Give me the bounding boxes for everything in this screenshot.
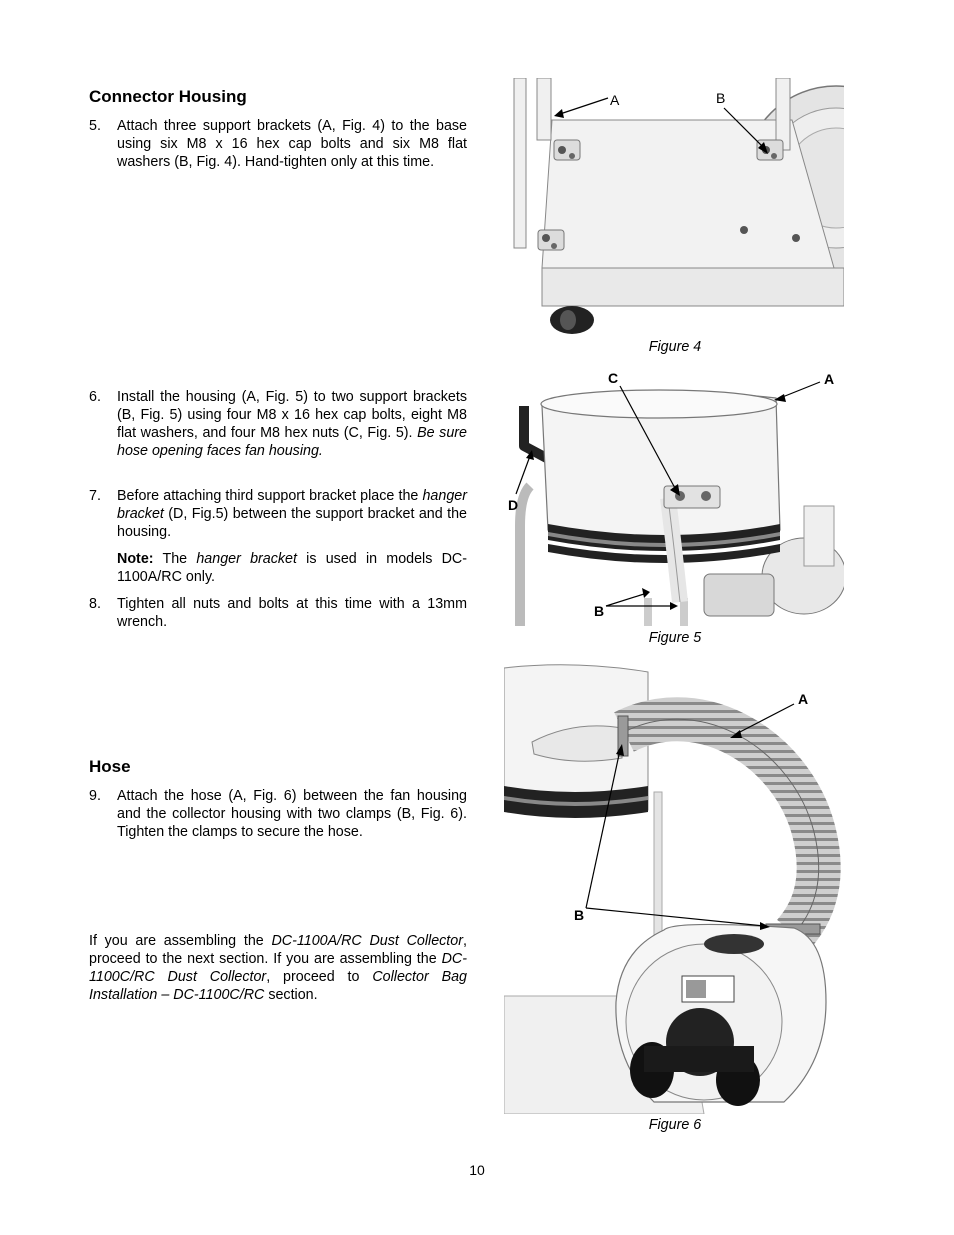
step-number: 9. xyxy=(89,788,101,804)
figure-6-caption: Figure 6 xyxy=(648,1117,702,1133)
step-number: 7. xyxy=(89,488,101,504)
callout-b: B xyxy=(574,907,585,923)
note-text-a: The xyxy=(153,551,197,567)
step-text xyxy=(117,388,467,460)
figure-4-caption: Figure 4 xyxy=(648,339,702,355)
note xyxy=(117,550,467,586)
section-heading-hose: Hose xyxy=(89,757,131,776)
hanger-bracket-term: hanger bracket xyxy=(196,551,297,567)
step-6 xyxy=(89,388,467,460)
step-text-emphasis: Be sure hose opening faces fan housing. xyxy=(117,425,467,459)
figure-6-image xyxy=(504,662,844,1114)
step-text xyxy=(117,487,467,541)
figure-5-caption: Figure 5 xyxy=(648,630,702,646)
note-text-b: is used in models DC-1100A/RC only. xyxy=(117,551,467,585)
step-number: 6. xyxy=(89,389,101,405)
section-heading-connector-housing: Connector Housing xyxy=(89,87,247,106)
step-text: Attach the hose (A, Fig. 6) between the fan housing and the collector housing with two clamps (B, Fig. 6). Tighten the clamps to secure the hose. xyxy=(117,788,467,840)
callout-a: A xyxy=(824,371,835,387)
closing-text: If you are assembling the xyxy=(89,933,272,949)
closing-text: section. xyxy=(264,987,318,1003)
figure-4-image xyxy=(504,78,844,336)
step-text: Attach three support brackets (A, Fig. 4) to the base using six M8 x 16 hex cap bolts and six M8 flat washers (B, Fig. 4). Hand-tighten only at this time. xyxy=(117,118,467,170)
callout-b: B xyxy=(594,603,605,619)
note-label: Note: xyxy=(117,551,154,567)
closing-text: , proceed to the next section. If you are assembling the xyxy=(89,933,467,967)
step-9 xyxy=(89,787,467,841)
hanger-bracket-term: hanger bracket xyxy=(117,488,467,522)
step-text-b: (D, Fig.5) between the support bracket and the housing. xyxy=(117,506,467,540)
callout-d: D xyxy=(508,497,519,513)
step-number: 8. xyxy=(89,596,101,612)
callout-a: A xyxy=(610,92,620,108)
callout-b: B xyxy=(716,90,726,106)
callout-c: C xyxy=(608,370,619,386)
step-text: Tighten all nuts and bolts at this time with a 13mm wrench. xyxy=(117,596,467,630)
step-8 xyxy=(89,595,467,631)
figure-5-image xyxy=(504,366,844,626)
page-number: 10 xyxy=(469,1162,485,1178)
step-text-a: Before attaching third support bracket place the xyxy=(117,488,423,504)
model-name: DC-1100C/RC Dust Collector xyxy=(89,951,467,985)
model-name: DC-1100A/RC Dust Collector xyxy=(271,933,463,949)
callout-a: A xyxy=(798,691,809,707)
step-5 xyxy=(89,117,467,171)
step-text-plain: Install the housing (A, Fig. 5) to two support brackets (B, Fig. 5) using four M8 x 16 hex cap bolts, eight M8 flat washers, and four M8 hex nuts (C, Fig. 5). xyxy=(117,389,467,441)
closing-text: , proceed to xyxy=(266,969,373,985)
closing-paragraph xyxy=(89,932,467,1004)
step-7 xyxy=(89,487,467,541)
section-reference: Collector Bag Installation – DC-1100C/RC xyxy=(89,969,468,1003)
step-number: 5. xyxy=(89,118,101,134)
